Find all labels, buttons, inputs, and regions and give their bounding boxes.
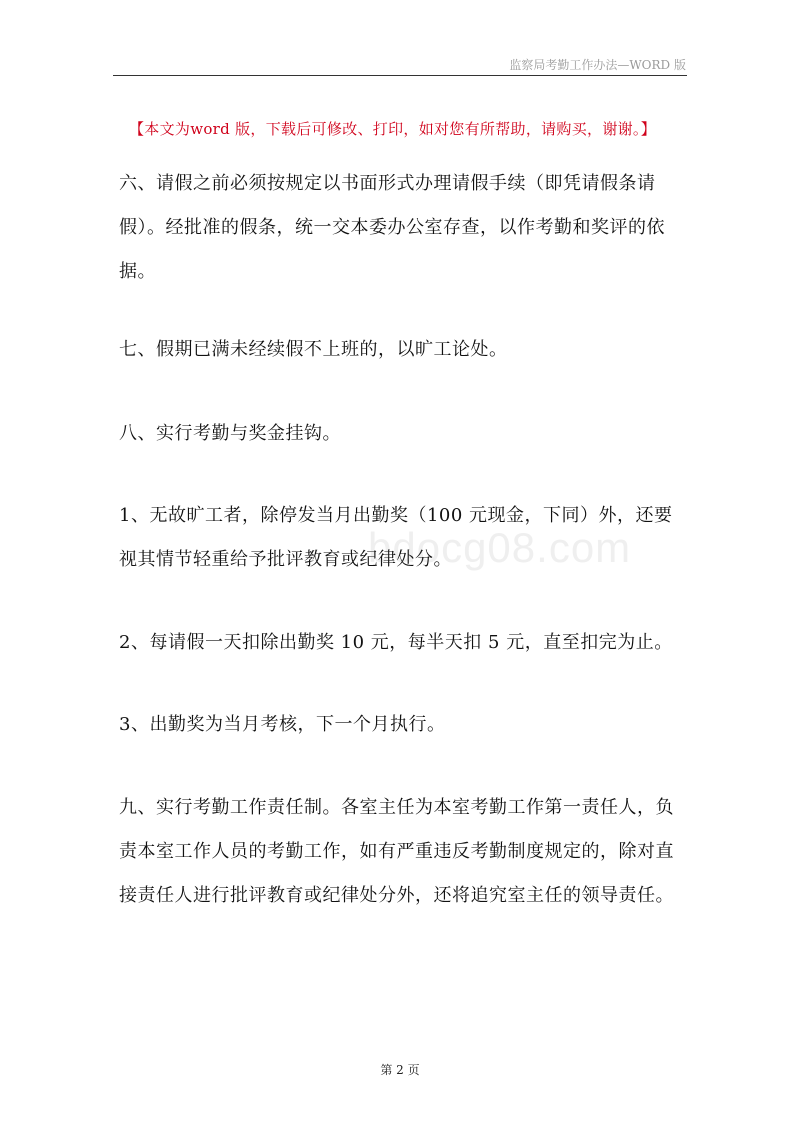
paragraph-subitem-2: 2、每请假一天扣除出勤奖 10 元，每半天扣 5 元，直至扣完为止。	[119, 632, 673, 653]
page-header-title: 监察局考勤工作办法—WORD 版	[509, 58, 686, 72]
paragraph-subitem-1: 1、无故旷工者，除停发当月出勤奖（100 元现金，下同）外，还要视其情节轻重给予批评教育或纪律处分。	[119, 505, 673, 570]
paragraph-item-9: 九、实行考勤工作责任制。各室主任为本室考勤工作第一责任人，负责本室工作人员的考勤工作，如有严重违反考勤制度规定的，除对直接责任人进行批评教育或纪律处分外，还将追究室主任的领导责任。	[119, 797, 674, 906]
watermark: bdocg08.com	[368, 524, 632, 571]
paragraph-item-7: 七、假期已满未经续假不上班的，以旷工论处。	[119, 339, 508, 360]
paragraph-item-6: 六、请假之前必须按规定以书面形式办理请假手续（即凭请假条请假）。经批准的假条，统一交本委办公室存查，以作考勤和奖评的依据。	[119, 173, 665, 282]
page-number: 第 2 页	[380, 1063, 420, 1077]
header-divider	[113, 75, 687, 76]
paragraph-subitem-3: 3、出勤奖为当月考核，下一个月执行。	[119, 714, 446, 735]
purchase-notice: 【本文为word 版，下载后可修改、打印，如对您有所帮助，请购买，谢谢。】	[129, 120, 657, 138]
paragraph-item-8: 八、实行考勤与奖金挂钩。	[119, 423, 341, 444]
